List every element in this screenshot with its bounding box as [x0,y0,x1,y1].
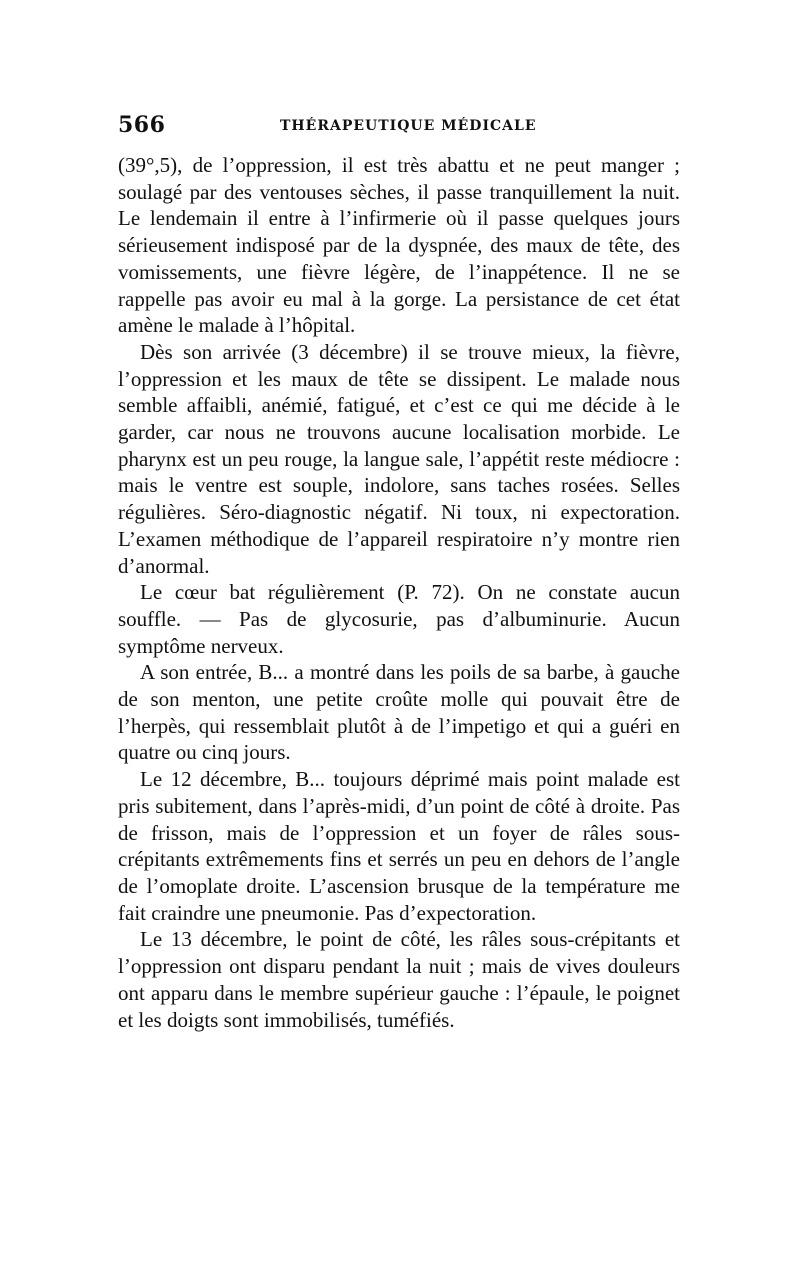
running-head [118,112,680,152]
paragraph-1: (39°,5), de l’oppression, il est très abattu et ne peut manger ; soulagé par des ventouses sèches, il passe tranquillement la nuit. Le lendemain il entre à l’infirmerie où il passe quelques jours sérieusement indisposé par de la dyspnée, des maux de tête, des vomissements, une fièvre légère, de l’inappétence. Il ne se rappelle pas avoir eu mal à la gorge. La persistance de cet état amène le malade à l’hôpital. [118,153,680,338]
running-title: THÉRAPEUTIQUE MÉDICALE [280,118,537,134]
book-page [118,112,680,1033]
paragraph-5: Le 12 décembre, B... toujours déprimé mais point malade est pris subitement, dans l’après-midi, d’un point de côté à droite. Pas de frisson, mais de l’oppression et un foyer de râles sous-crépitants extrêmements fins et serrés un peu en dehors de l’angle de l’omoplate droite. L’ascension brusque de la température me fait craindre une pneumonie. Pas d’expectoration. [118,767,680,925]
paragraph-2: Dès son arrivée (3 décembre) il se trouve mieux, la fièvre, l’oppression et les maux de tête se dissipent. Le malade nous semble affaibli, anémié, fatigué, et c’est ce qui me décide à le garder, car nous ne trouvons aucune localisation morbide. Le pharynx est un peu rouge, la langue sale, l’appétit reste médiocre : mais le ventre est souple, indolore, sans taches rosées. Selles régulières. Séro-diagnostic négatif. Ni toux, ni expectoration. L’examen méthodique de l’appareil respiratoire n’y montre rien d’anormal. [118,339,680,578]
paragraph-6: Le 13 décembre, le point de côté, les râles sous-crépitants et l’oppression ont disparu pendant la nuit ; mais de vives douleurs ont apparu dans le membre supérieur gauche : l’épaule, le poignet et les doigts sont immobilisés, tuméfiés. [118,927,680,1032]
paragraph-3: Le cœur bat régulièrement (P. 72). On ne constate aucun souffle. — Pas de glycosurie, pas d’albuminurie. Aucun symptôme nerveux. [118,580,680,658]
paragraph-4: A son entrée, B... a montré dans les poils de sa barbe, à gauche de son menton, une petite croûte molle qui pouvait être de l’herpès, qui ressemblait plutôt à de l’impetigo et qui a guéri en quatre ou cinq jours. [118,660,680,765]
page-number: 566 [118,112,166,138]
body-text [118,152,680,1033]
